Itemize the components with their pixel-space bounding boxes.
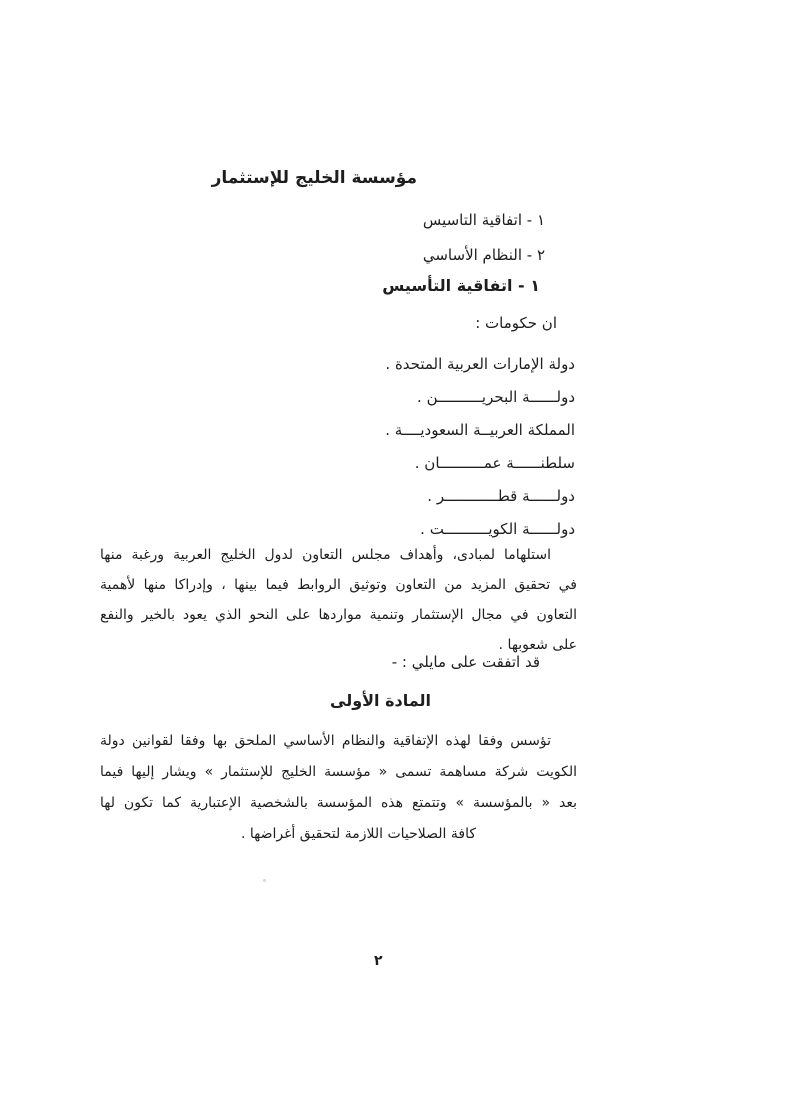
country-item: دولــــــة البحريــــــــــن .: [417, 388, 575, 406]
governments-intro: ان حكومات :: [475, 314, 557, 332]
article-one-paragraph: [100, 726, 577, 850]
text-line: كافة الصلاحيات اللازمة لتحقيق أغراضها .: [240, 826, 477, 842]
text-line: استلهاما لمبادى، وأهداف مجلس التعاون لدول الخليج العربية ورغبة منها: [100, 547, 551, 563]
country-item: سلطنــــــة عمــــــــــان .: [414, 454, 575, 472]
toc-item: ١ - اتفاقية التاسيس: [422, 211, 545, 229]
document-title: مؤسسة الخليج للإستثمار: [211, 168, 417, 188]
toc-list: [423, 203, 545, 273]
country-item: دولــــــة الكويــــــــــت .: [420, 520, 575, 538]
agreement-line: قد اتفقت على مايلي : -: [391, 653, 540, 671]
section-heading: ١ - اتفاقية التأسيس: [382, 276, 540, 295]
country-list: [385, 348, 575, 546]
text-line: على شعوبها .: [498, 637, 577, 653]
text-line: الكويت شركة مساهمة تسمى « مؤسسة الخليج للإستثمار » ويشار إليها فيما: [100, 764, 577, 780]
country-item: دولــــــة قطــــــــــــر .: [427, 487, 575, 505]
article-one-heading: المادة الأولى: [330, 691, 431, 710]
text-line: التعاون في مجال الإستثمار وتنمية مواردها على النحو الذي يعود بالخير والنفع: [100, 607, 577, 623]
page-number: ٢: [374, 953, 383, 969]
toc-item: ٢ - النظام الأساسي: [422, 246, 545, 264]
country-item: المملكة العربيــة السعوديــــة .: [385, 421, 575, 439]
text-line: تؤسس وفقا لهذه الإتفاقية والنظام الأساسي الملحق بها وفقا لقوانين دولة: [100, 733, 551, 749]
text-line: في تحقيق المزيد من التعاون وتوثيق الروابط فيما بينها ، وإدراكا منها لأهمية: [100, 577, 577, 593]
preamble-paragraph: [100, 540, 577, 660]
country-item: دولة الإمارات العربية المتحدة .: [385, 355, 575, 373]
text-line: بعد « بالمؤسسة » وتتمتع هذه المؤسسة بالشخصية الإعتبارية كما تكون لها: [100, 795, 577, 811]
scan-artifact-speck: [263, 879, 266, 882]
